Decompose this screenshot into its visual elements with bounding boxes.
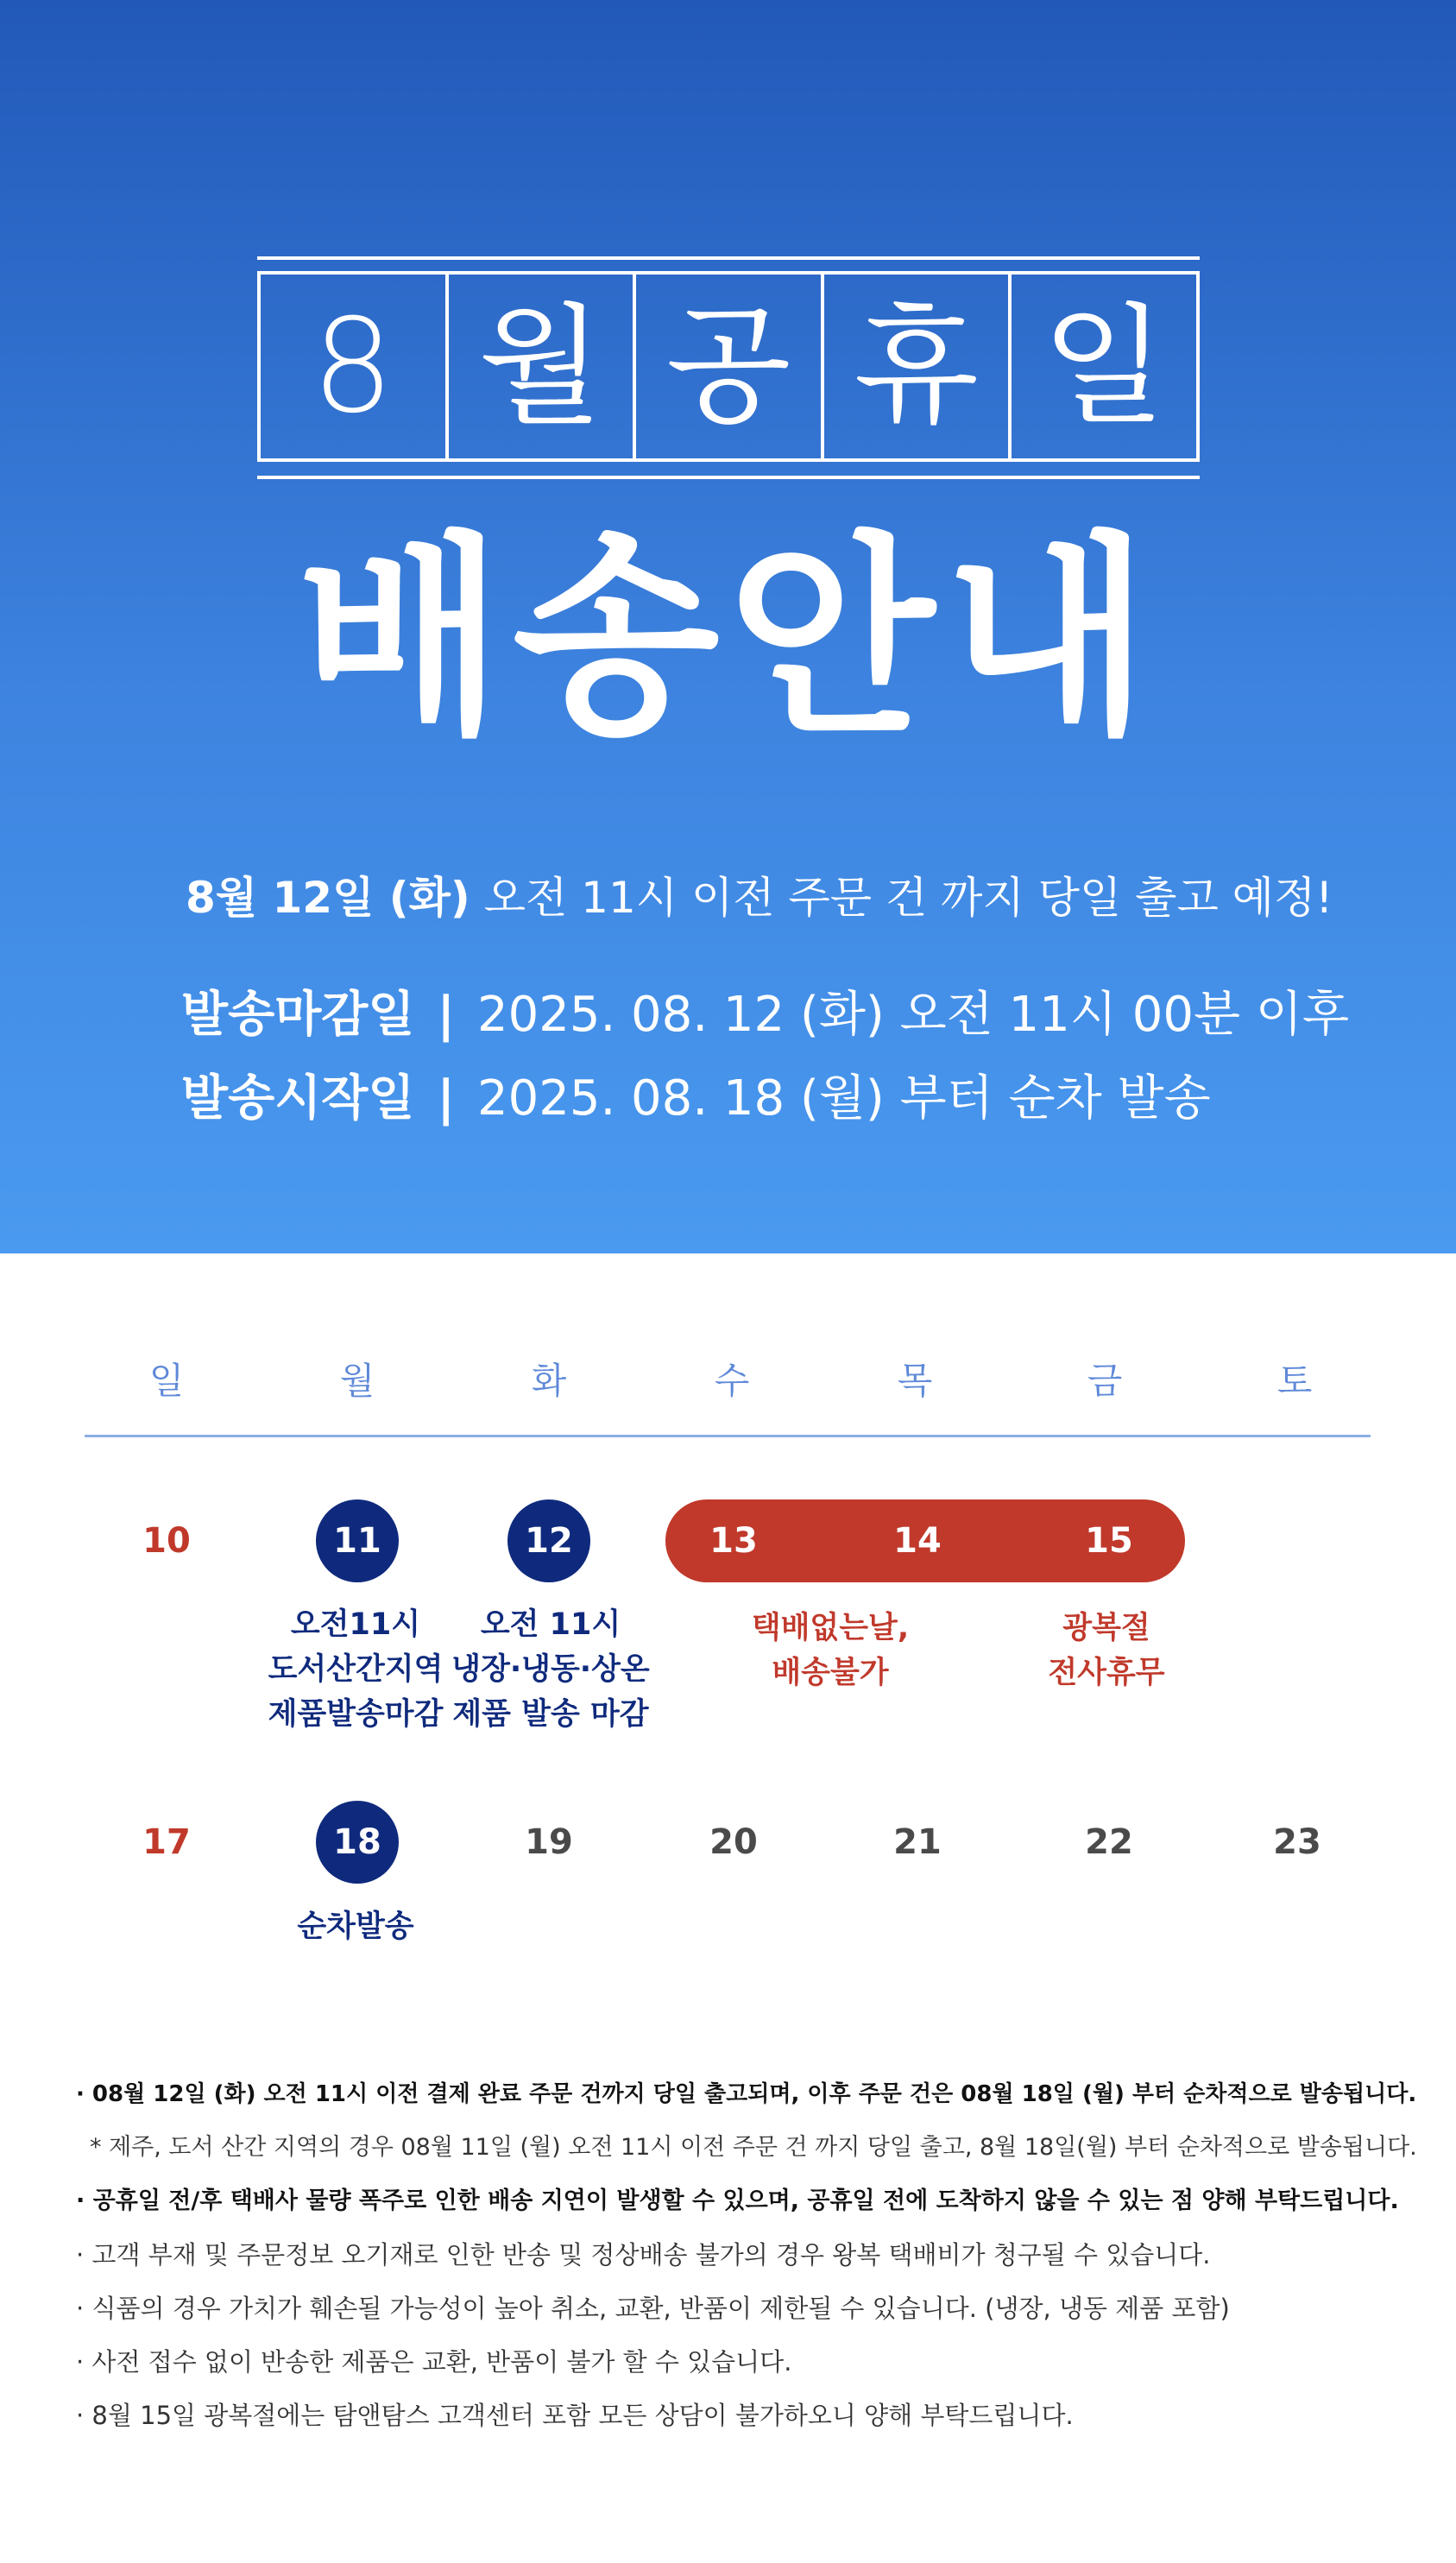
title-boxes xyxy=(257,271,1200,462)
title-rule-bottom xyxy=(257,476,1200,479)
footer-note: · 고객 부재 및 주문정보 오기재로 인한 반송 및 정상배송 불가의 경우 왕복 택배비가 청구될 수 있습니다. xyxy=(76,2240,1211,2269)
day-23: 23 xyxy=(1273,1822,1321,1862)
row-separator: | xyxy=(437,1070,455,1127)
start-value: 2025. 08. 18 (월) 부터 순차 발송 xyxy=(476,1070,1211,1127)
note-day-18 xyxy=(209,1904,502,1949)
note-line: 광복절 xyxy=(1062,1611,1150,1645)
weekday-tue: 화 xyxy=(531,1360,567,1402)
footer-note: * 제주, 도서 산간 지역의 경우 08월 11일 (월) 오전 11시 이전 주문 건 까지 당일 출고, 8월 18일(월) 부터 순차적으로 발송됩니다. xyxy=(90,2134,1417,2161)
day-22: 22 xyxy=(1085,1822,1133,1862)
day-21: 21 xyxy=(893,1822,942,1862)
hero-banner xyxy=(0,0,1456,1253)
footer-note: · 공휴일 전/후 택배사 물량 폭주로 인한 배송 지연이 발생할 수 있으며, 공휴일 전에 도착하지 않을 수 있는 점 양해 부탁드립니다. xyxy=(76,2187,1399,2214)
day-15: 15 xyxy=(1085,1521,1133,1561)
title-char: 월 xyxy=(445,275,633,458)
day-13: 13 xyxy=(709,1521,758,1561)
title-char: 8 xyxy=(312,291,394,442)
footer-note: · 08월 12일 (화) 오전 11시 이전 결제 완료 주문 건까지 당일 출고되며, 이후 주문 건은 08월 18일 (월) 부터 순차적으로 발송됩니다. xyxy=(76,2081,1417,2107)
weekday-wed: 수 xyxy=(714,1360,750,1402)
note-line: 택배없는날, xyxy=(751,1611,910,1645)
title-char: 휴 xyxy=(821,275,1009,458)
note-line: 제품 발송 마감 xyxy=(452,1697,649,1732)
title-char: 공 xyxy=(633,275,821,458)
day-11-marker: 11 xyxy=(316,1499,399,1582)
start-label: 발송시작일 xyxy=(181,1070,415,1127)
weekday-sun: 일 xyxy=(148,1360,185,1402)
notice-line xyxy=(186,863,1333,932)
note-line: 냉장·냉동·상온 xyxy=(451,1652,650,1687)
note-day-12 xyxy=(404,1602,697,1737)
note-day-15 xyxy=(960,1606,1253,1695)
title-char: 일 xyxy=(1008,275,1196,458)
day-18-marker: 18 xyxy=(316,1801,399,1884)
day-14: 14 xyxy=(893,1521,942,1561)
note-line: 도서산간지역 xyxy=(268,1652,444,1687)
weekday-thu: 목 xyxy=(897,1360,933,1402)
footer-note: · 식품의 경우 가치가 훼손될 가능성이 높아 취소, 교환, 반품이 제한될 수 있습니다. (냉장, 냉동 제품 포함) xyxy=(76,2294,1230,2323)
note-line: 순차발송 xyxy=(297,1910,414,1944)
day-17: 17 xyxy=(142,1822,191,1862)
note-line: 전사휴무 xyxy=(1048,1656,1165,1690)
deadline-row xyxy=(181,981,1349,1050)
footer-note: · 8월 15일 광복절에는 탐앤탐스 고객센터 포함 모든 상담이 불가하오니 양해 부탁드립니다. xyxy=(76,2401,1074,2430)
note-line: 배송불가 xyxy=(772,1656,889,1690)
deadline-value: 2025. 08. 12 (화) 오전 11시 00분 이후 xyxy=(476,987,1350,1043)
title-rule-top xyxy=(257,256,1200,260)
note-day-13-14 xyxy=(684,1606,977,1695)
note-line: 제품발송마감 xyxy=(268,1697,444,1732)
footer-note: · 사전 접수 없이 반송한 제품은 교환, 반품이 불가 할 수 있습니다. xyxy=(76,2347,792,2377)
page-headline: 배송안내 xyxy=(297,514,1159,763)
weekday-fri: 금 xyxy=(1087,1360,1123,1402)
weekday-sat: 토 xyxy=(1276,1360,1313,1402)
notice-date: 8월 12일 (화) xyxy=(186,873,470,923)
weekday-mon: 월 xyxy=(339,1360,375,1402)
deadline-label: 발송마감일 xyxy=(181,987,415,1043)
day-19: 19 xyxy=(525,1822,573,1862)
note-line: 오전11시 xyxy=(290,1607,421,1642)
day-20: 20 xyxy=(709,1822,758,1862)
day-10: 10 xyxy=(142,1521,191,1561)
day-12-marker: 12 xyxy=(507,1499,590,1582)
calendar-divider xyxy=(85,1435,1371,1437)
notice-text: 오전 11시 이전 주문 건 까지 당일 출고 예정! xyxy=(470,873,1333,923)
note-line: 오전 11시 xyxy=(480,1607,621,1642)
row-separator: | xyxy=(437,987,455,1043)
start-row xyxy=(181,1064,1211,1133)
